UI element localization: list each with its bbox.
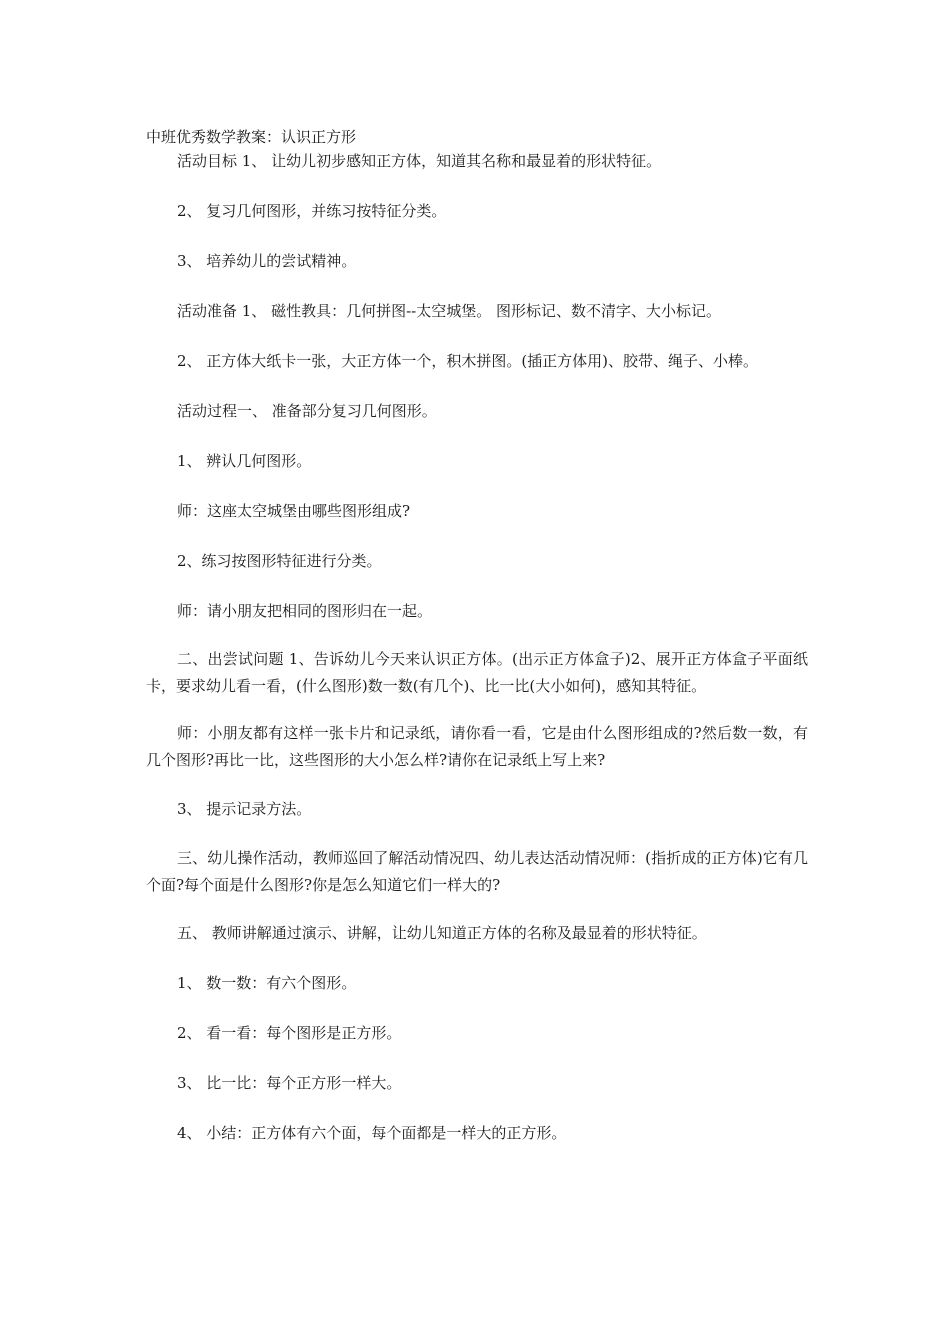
paragraph-identify-shapes: 1、 辨认几何图形。	[177, 452, 312, 470]
paragraph-look: 2、 看一看：每个图形是正方形。	[177, 1024, 402, 1042]
paragraph-teacher-question-1: 师：这座太空城堡由哪些图形组成?	[177, 502, 411, 520]
paragraph-prep-2: 2、 正方体大纸卡一张，大正方体一个，积木拼图。(插正方体用)、胶带、绳子、小棒。	[177, 352, 759, 370]
paragraph-goal-2: 2、 复习几何图形，并练习按特征分类。	[177, 202, 447, 220]
paragraph-teacher-question-3: 师：小朋友都有这样一张卡片和记录纸，请你看一看，它是由什么图形组成的?然后数一数，有几个图形?再比一比，这些图形的大小怎么样?请你在记录纸上写上来?	[146, 724, 808, 769]
paragraph-record-method: 3、 提示记录方法。	[177, 800, 312, 818]
paragraph-section-3-4: 三、幼儿操作活动，教师巡回了解活动情况四、幼儿表达活动情况师：(指折成的正方体)它有几个面?每个面是什么图形?你是怎么知道它们一样大的?	[146, 849, 808, 894]
paragraph-count: 1、 数一数：有六个图形。	[177, 974, 357, 992]
paragraph-goal-1: 活动目标 1、 让幼儿初步感知正方体，知道其名称和最显着的形状特征。	[177, 152, 662, 170]
paragraph-summary: 4、 小结：正方体有六个面，每个面都是一样大的正方形。	[177, 1124, 567, 1142]
paragraph-compare: 3、 比一比：每个正方形一样大。	[177, 1074, 402, 1092]
document-title: 中班优秀数学教案：认识正方形	[146, 128, 357, 146]
paragraph-classify: 2、练习按图形特征进行分类。	[177, 552, 382, 570]
paragraph-teacher-question-2: 师：请小朋友把相同的图形归在一起。	[177, 602, 433, 620]
paragraph-section-5: 五、 教师讲解通过演示、讲解，让幼儿知道正方体的名称及最显着的形状特征。	[177, 924, 707, 942]
paragraph-process-1: 活动过程一、 准备部分复习几何图形。	[177, 402, 437, 420]
paragraph-section-2: 二、出尝试问题 1、告诉幼儿今天来认识正方体。(出示正方体盒子)2、展开正方体盒子平面纸卡，要求幼儿看一看，(什么图形)数一数(有几个)、比一比(大小如何)，感知其特征。	[146, 650, 808, 695]
paragraph-prep-1: 活动准备 1、 磁性教具：几何拼图--太空城堡。 图形标记、数不清字、大小标记。	[177, 302, 721, 320]
paragraph-goal-3: 3、 培养幼儿的尝试精神。	[177, 252, 357, 270]
